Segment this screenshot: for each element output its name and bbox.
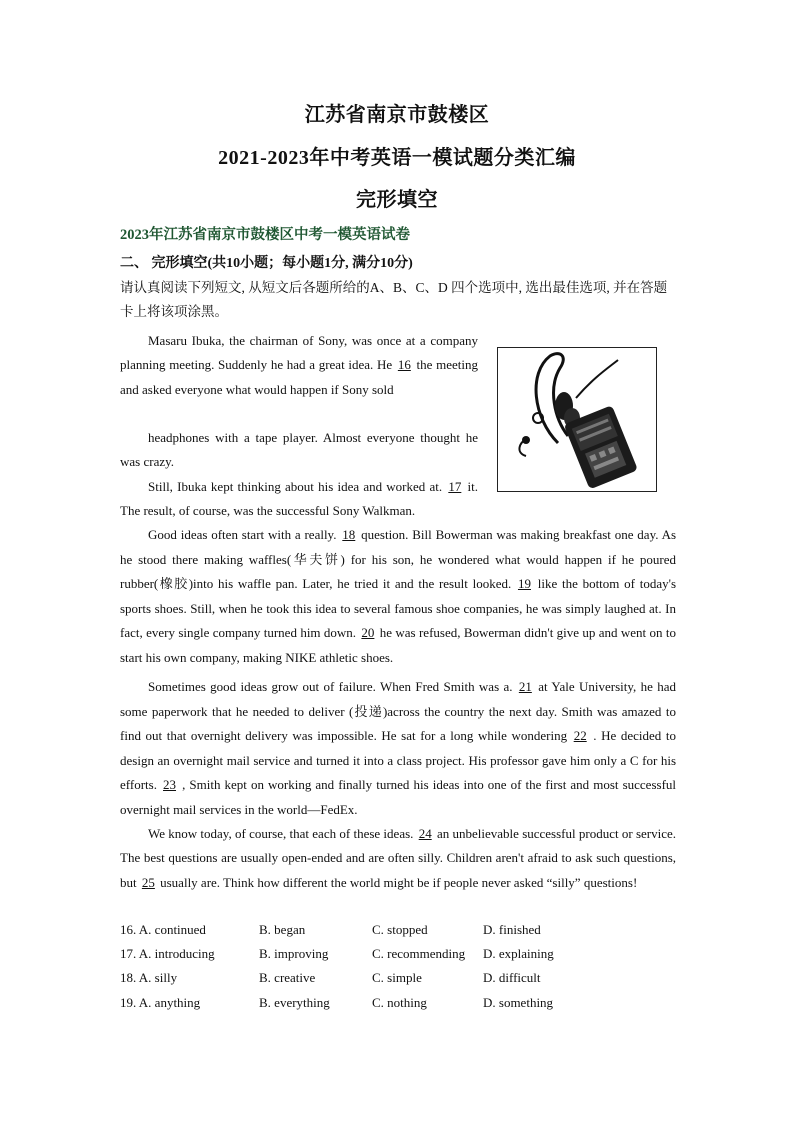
blank-21: 21 [518, 679, 532, 694]
paragraph-text: question. Bill Bowerman was making breakfast one day. As he stood there making waffles(华夫饼) for his son, he wondered what would happen if he poured rubber(橡胶)into his waffle pan. Later, he tried it and the result looked. [120, 527, 677, 592]
paragraph-text: the meeting and asked everyone what would happen if Sony sold [120, 357, 478, 397]
option-a: 17. A. introducing [120, 946, 215, 961]
option-c: C. nothing [372, 995, 427, 1010]
option-b: B. creative [259, 970, 316, 985]
option-b: B. began [259, 922, 306, 937]
blank-19: 19 [517, 576, 531, 592]
paragraph-text: . He decided to design an overnight mail service and turned it into a class project. His professor gave him only a C for his efforts. [120, 728, 676, 793]
paragraph-1 [120, 329, 478, 402]
option-d: D. explaining [483, 946, 554, 961]
blank-23: 23 [163, 777, 177, 793]
exam-title: 2023年江苏省南京市鼓楼区中考一模英语试卷 [120, 227, 410, 243]
option-a: 19. A. anything [120, 995, 201, 1010]
document-title-type: 完形填空 [356, 189, 438, 211]
paragraph-4 [120, 675, 676, 823]
blank-25: 25 [141, 874, 155, 890]
blank-17: 17 [448, 479, 462, 494]
blank-16: 16 [397, 357, 411, 373]
option-c: C. simple [372, 970, 422, 985]
option-a: 16. A. continued [120, 922, 206, 937]
document-title-subject: 2021-2023年中考英语一模试题分类汇编 [218, 147, 576, 169]
paragraph-1-continued [120, 426, 478, 475]
option-c: C. recommending [372, 946, 466, 961]
headphones-icon [498, 348, 656, 491]
paragraph-text: Still, Ibuka kept thinking about his idea and worked at. [148, 479, 443, 494]
option-d: D. finished [483, 922, 541, 937]
paragraph-text: Good ideas often start with a really. [148, 527, 337, 542]
option-b: B. improving [259, 946, 329, 961]
paragraph-3 [120, 523, 676, 671]
paragraph-text: an unbelievable successful product or service. The best questions are usually open-ended and are often silly. Children aren't afraid to ask such questions, but [120, 826, 677, 890]
blank-22: 22 [573, 728, 587, 744]
option-a: 18. A. silly [120, 970, 178, 985]
paragraph-text: like the bottom of today's sports shoes. Still, when he took this idea to several famous shoe companies, he was simply laughed at. In fact, every single company turned him down. [120, 576, 677, 641]
document-title-region: 江苏省南京市鼓楼区 [304, 104, 490, 126]
instruction-text: 请认真阅读下列短文, 从短文后各题所给的A、B、C、D 四个选项中, 选出最佳选项, 并在答题卡上将该项涂黑。 [120, 280, 668, 319]
part-heading: 二、 完形填空(共10小题；每小题1分, 满分10分) [120, 256, 413, 271]
paragraph-text: Sometimes good ideas grow out of failure. When Fred Smith was a. [148, 679, 513, 694]
paragraph-text: We know today, of course, that each of these ideas. [148, 826, 414, 841]
blank-20: 20 [361, 625, 375, 641]
option-d: D. something [483, 995, 554, 1010]
option-d: D. difficult [483, 970, 541, 985]
paragraph-text: at Yale University, he had some paperwork that he needed to deliver (投递)across the country the next day. Smith was amazed to find out that overnight delivery was impossible. He sat for a long while wondering [120, 679, 677, 744]
option-c: C. stopped [372, 922, 428, 937]
paragraph-text: headphones with a tape player. Almost everyone thought he was crazy. [120, 430, 478, 470]
blank-18: 18 [342, 527, 356, 542]
paragraph-text: he was refused, Bowerman didn't give up and went on to start his own company, making NIKE athletic shoes. [120, 625, 676, 665]
headphones-tape-player-picture [497, 347, 657, 492]
paragraph-text: usually are. Think how different the world might be if people never asked “silly” questions! [160, 874, 638, 890]
paragraph-2 [120, 475, 478, 524]
blank-24: 24 [418, 826, 432, 841]
paragraph-5 [120, 822, 676, 895]
paragraph-text: , Smith kept on working and finally turned his ideas into one of the first and most successful overnight mail services in the world—FedEx. [120, 777, 677, 817]
paragraph-text: it. The result, of course, was the successful Sony Walkman. [120, 479, 479, 519]
option-b: B. everything [259, 995, 330, 1010]
paragraph-text: Masaru Ibuka, the chairman of Sony, was once at a company planning meeting. Suddenly he had a great idea. He [120, 333, 478, 373]
